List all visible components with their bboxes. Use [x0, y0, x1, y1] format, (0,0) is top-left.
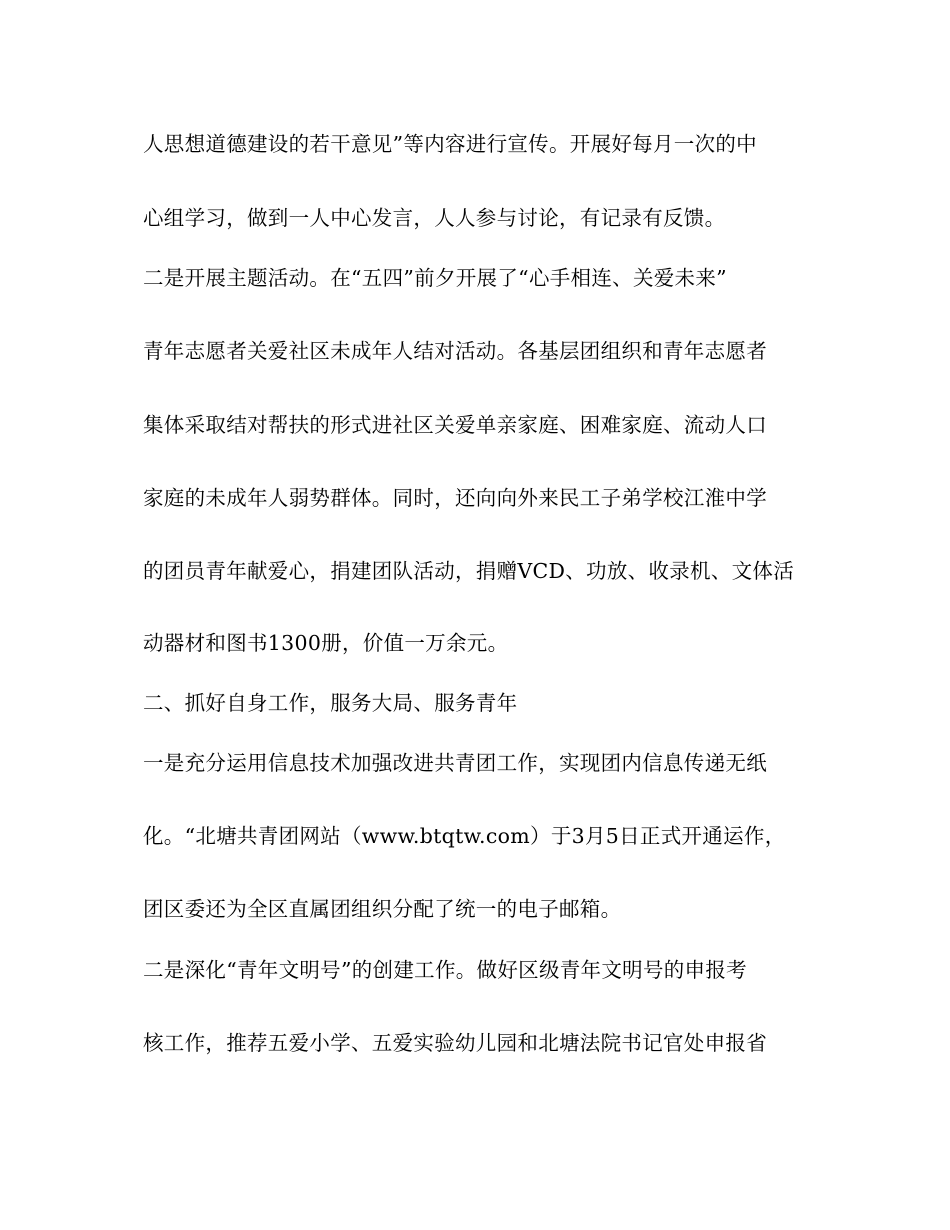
- body-text-line: 一是充分运用信息技术加强改进共青团工作，实现团内信息传递无纸: [143, 751, 767, 775]
- body-text-line: 二是开展主题活动。在“五四”前夕开展了“心手相连、关爱未来”: [143, 266, 727, 290]
- body-text-line: 团区委还为全区直属团组织分配了统一的电子邮箱。: [143, 897, 622, 921]
- body-text-line: 的团员青年献爱心，捐建团队活动，捐赠VCD、功放、收录机、文体活: [143, 559, 795, 583]
- section-heading: 二、抓好自身工作，服务大局、服务青年: [143, 691, 518, 715]
- body-text-line: 青年志愿者关爱社区未成年人结对活动。各基层团组织和青年志愿者: [143, 339, 767, 363]
- body-text-line: 心组学习，做到一人中心发言，人人参与讨论，有记录有反馈。: [143, 206, 726, 230]
- body-text-line: 核工作，推荐五爱小学、五爱实验幼儿园和北塘法院书记官处申报省: [143, 1031, 767, 1055]
- body-text-line: 人思想道德建设的若干意见”等内容进行宣传。开展好每月一次的中: [143, 132, 757, 156]
- body-text-line: 化。“北塘共青团网站（www.btqtw.com）于3月5日正式开通运作，: [143, 824, 786, 848]
- body-text-line: 动器材和图书1300册，价值一万余元。: [143, 631, 509, 655]
- body-text-line: 家庭的未成年人弱势群体。同时，还向向外来民工子弟学校江淮中学: [143, 486, 767, 510]
- body-text-line: 二是深化“青年文明号”的创建工作。做好区级青年文明号的申报考: [143, 958, 747, 982]
- body-text-line: 集体采取结对帮扶的形式进社区关爱单亲家庭、困难家庭、流动人口: [143, 413, 767, 437]
